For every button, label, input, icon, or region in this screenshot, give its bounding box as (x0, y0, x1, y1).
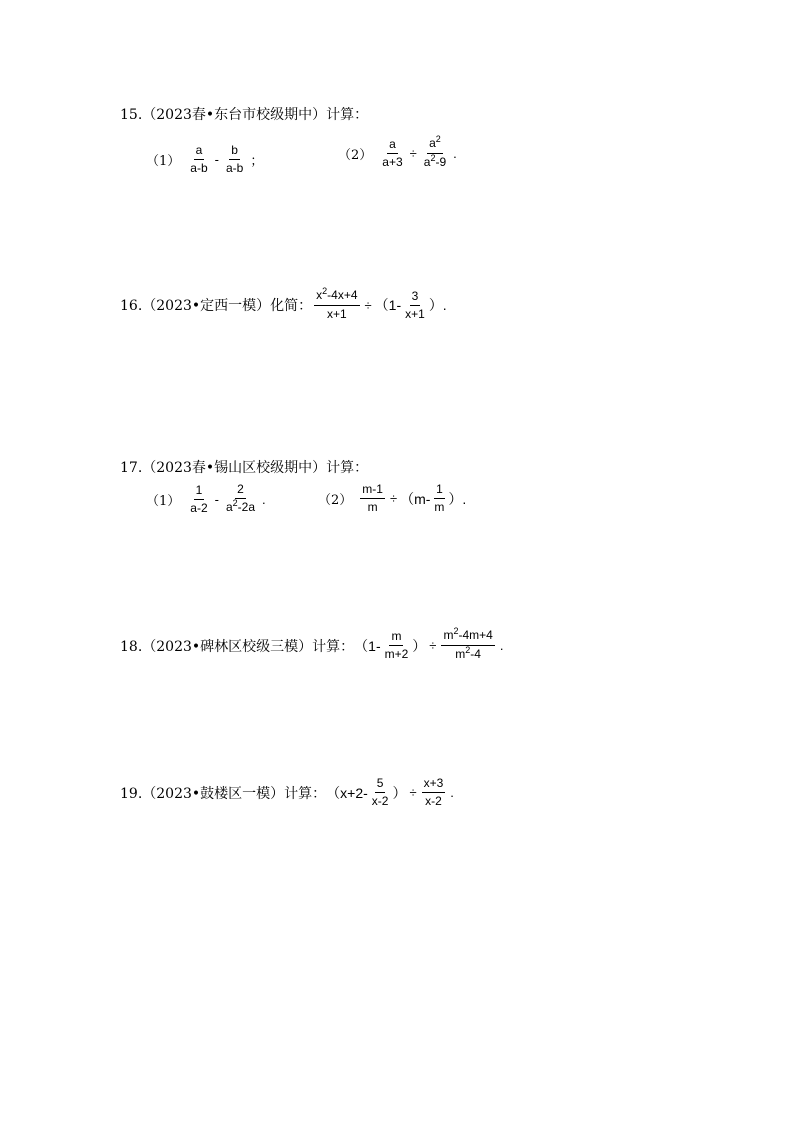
close-paren: ） (412, 637, 427, 654)
numerator: $m^2-4m+4$ (441, 628, 494, 646)
fraction (383, 629, 411, 662)
denominator: m (434, 500, 445, 514)
open-paren: （1- (354, 637, 381, 654)
problem-17-part-2 (318, 482, 466, 515)
denominator: $a^2-2a$ (225, 498, 256, 514)
numerator: 3 (410, 289, 421, 306)
fraction (314, 288, 359, 322)
denominator: m (367, 500, 378, 514)
denominator: m+2 (384, 647, 409, 661)
denominator: a+3 (382, 155, 403, 169)
problem-17-part-1 (146, 482, 269, 516)
denominator: x-2 (371, 794, 389, 808)
fraction (432, 482, 446, 515)
open-paren: （1- (374, 297, 402, 313)
denominator: x-2 (425, 794, 442, 808)
fraction (422, 776, 446, 809)
expression (378, 136, 460, 171)
close-paren: ） (392, 784, 407, 801)
expression (186, 143, 266, 176)
problem-15-part-1 (146, 143, 266, 176)
end-punct: . (499, 638, 504, 653)
numerator: 5 (375, 776, 386, 793)
numerator: 2 (235, 482, 246, 499)
problem-17-header: 17.（2023春•锡山区校级期中）计算： (120, 460, 369, 476)
denominator: a-b (190, 161, 208, 175)
numerator: b (229, 143, 240, 160)
expression (312, 288, 447, 322)
fraction (188, 483, 209, 516)
fraction (380, 137, 404, 170)
denominator: x+1 (327, 307, 347, 321)
exponent: 2 (232, 498, 238, 508)
denominator: a-2 (190, 500, 208, 515)
fraction (441, 628, 494, 663)
denominator: $a^2-9$ (423, 153, 447, 169)
end-punct: . (453, 146, 457, 161)
numerator: a (194, 143, 205, 160)
minus-operator: - (214, 491, 219, 507)
numerator: a (387, 137, 398, 154)
denominator: a-b (225, 161, 244, 175)
open-paren: （m- (400, 490, 431, 507)
problem-18 (120, 628, 506, 663)
denominator: $m^2-4$ (455, 645, 481, 661)
problem-19 (120, 776, 457, 809)
problem-15-header: 15.（2023春•东台市校级期中）计算： (120, 107, 369, 123)
expression (326, 776, 457, 809)
denominator: x+1 (405, 306, 425, 321)
numerator: $a^2$ (427, 136, 443, 154)
problem-16 (120, 288, 447, 322)
problem-19-header: 19.（2023•鼓楼区一模）计算： (120, 785, 327, 802)
fraction (224, 482, 257, 516)
close-paren: ）. (428, 297, 447, 313)
problem-18-header: 18.（2023•碑林区校级三模）计算： (120, 638, 355, 655)
fraction (360, 482, 385, 515)
fraction (370, 776, 391, 809)
minus-operator: - (214, 152, 219, 167)
divide-operator: ÷ (429, 638, 437, 653)
end-punct: ； (250, 153, 264, 168)
numerator: 1 (194, 483, 205, 500)
numerator: m-1 (360, 482, 385, 499)
exponent: 2 (430, 153, 436, 163)
part-label: （2） (338, 148, 373, 163)
end-punct: . (450, 785, 454, 800)
part-label: （2） (318, 493, 353, 508)
expression (354, 628, 506, 663)
numerator: m (389, 629, 403, 646)
numerator: x+3 (422, 776, 446, 793)
problem-16-header: 16.（2023•定西一模）化简： (120, 298, 313, 314)
numerator: $x^2-4x+4$ (314, 288, 359, 306)
exponent: 2 (435, 134, 441, 144)
part-label: （1） (146, 154, 181, 169)
exponent: 2 (322, 286, 328, 296)
fraction (224, 143, 245, 176)
divide-operator: ÷ (389, 491, 398, 506)
problem-15-part-2 (338, 136, 460, 171)
exponent: 2 (453, 626, 459, 636)
exponent: 2 (465, 645, 471, 655)
open-paren: （x+2- (326, 784, 368, 801)
fraction (403, 289, 427, 322)
close-paren: ）. (448, 490, 467, 507)
numerator: 1 (434, 482, 445, 499)
expression (358, 482, 466, 515)
fraction (422, 136, 448, 171)
part-label: （1） (146, 493, 181, 509)
divide-operator: ÷ (409, 146, 417, 161)
fraction (188, 143, 209, 176)
end-punct: . (262, 491, 266, 507)
divide-operator: ÷ (409, 785, 417, 800)
expression (186, 482, 268, 516)
divide-operator: ÷ (364, 297, 372, 313)
